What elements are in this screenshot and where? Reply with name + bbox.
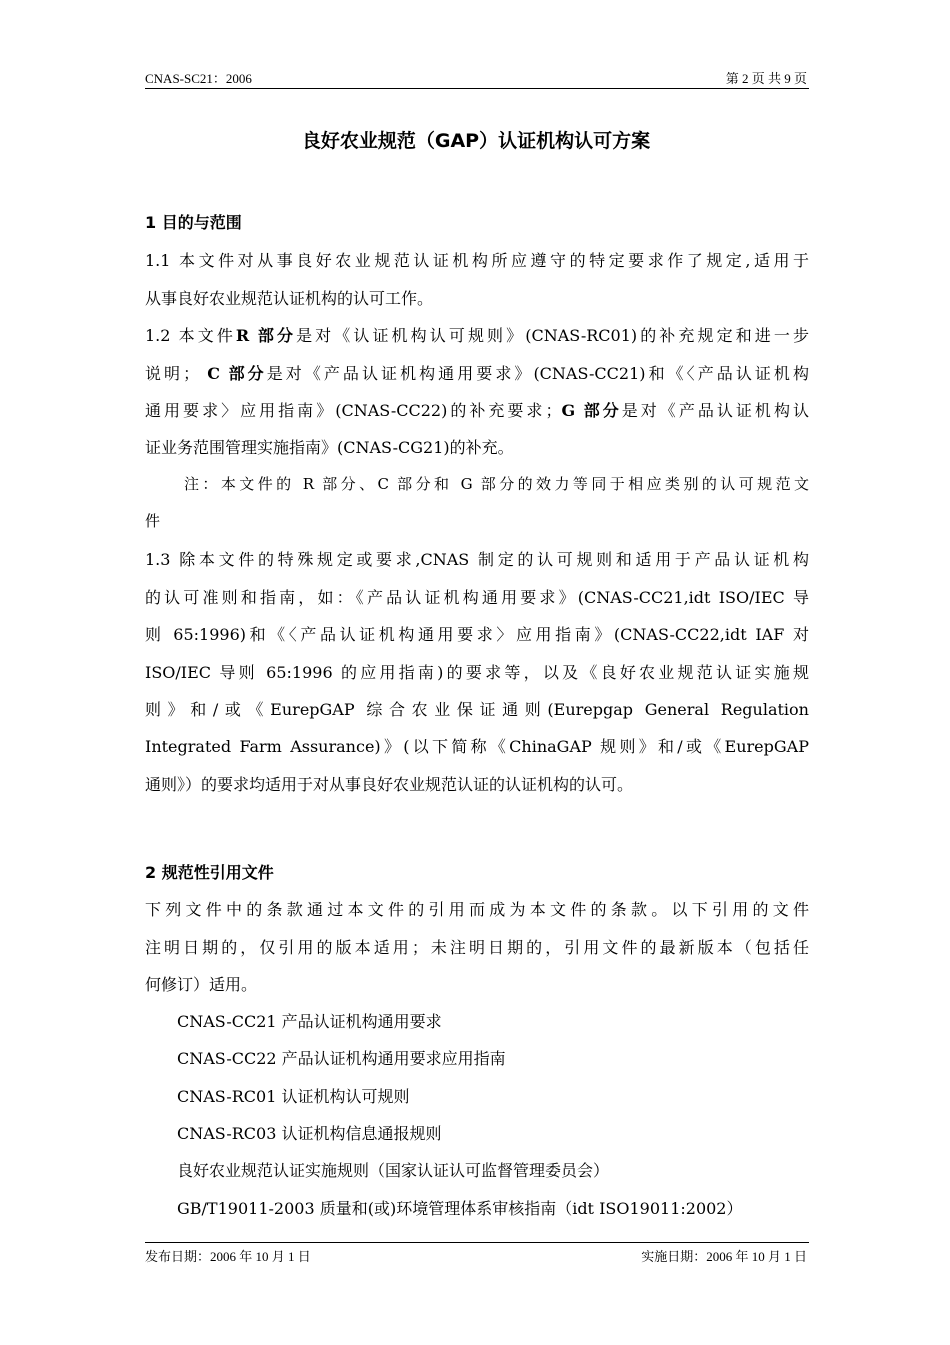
reference-item: CNAS-CC22 产品认证机构通用要求应用指南 xyxy=(177,1049,506,1068)
reference-item: CNAS-CC21 产品认证机构通用要求 xyxy=(177,1012,442,1031)
paragraph-line: 下列文件中的条款通过本文件的引用而成为本文件的条款。以下引用的文件 xyxy=(145,900,809,919)
note-line: 注：本文件的 R 部分、C 部分和 G 部分的效力等同于相应类别的认可规范文 xyxy=(184,475,809,493)
reference-item: GB/T19011-2003 质量和(或)环境管理体系审核指南（idt ISO19011:2002） xyxy=(177,1199,743,1218)
paragraph-line: 证业务范围管理实施指南》(CNAS-CG21)的补充。 xyxy=(145,438,514,457)
section-1-heading: 1 目的与范围 xyxy=(145,213,242,232)
bold-text-run: C 部分 xyxy=(207,364,267,383)
paragraph-line: 1.1 本文件对从事良好农业规范认证机构所应遵守的特定要求作了规定,适用于 xyxy=(145,251,809,270)
reference-item: CNAS-RC01 认证机构认可规则 xyxy=(177,1087,410,1106)
paragraph-line xyxy=(145,323,809,346)
paragraph-line: 从事良好农业规范认证机构的认可工作。 xyxy=(145,289,434,308)
paragraph-line xyxy=(145,361,809,384)
paragraph-line: 的认可准则和指南，如：《产品认证机构通用要求》(CNAS-CC21,idt ISO/IEC 导 xyxy=(145,588,809,607)
text-run: 1.2 本文件 xyxy=(145,326,236,345)
text-run: 是对《认证机构认可规则》(CNAS-RC01)的补充规定和进一步 xyxy=(296,326,809,345)
footer-rule xyxy=(145,1242,809,1243)
page-number: 第 2 页 共 9 页 xyxy=(725,71,807,86)
page-header xyxy=(145,68,807,88)
paragraph-line: 则 65:1996)和《〈产品认证机构通用要求〉应用指南》(CNAS-CC22,idt IAF 对 xyxy=(145,625,809,644)
bold-text-run: R 部分 xyxy=(235,326,297,345)
paragraph-line: 则》和/或《EurepGAP 综合农业保证通则(Eurepgap General Regulation xyxy=(145,700,809,719)
paragraph-line xyxy=(145,398,809,421)
document-title: 良好农业规范（GAP）认证机构认可方案 xyxy=(301,130,651,152)
publish-date: 发布日期：2006 年 10 月 1 日 xyxy=(145,1249,311,1264)
reference-item: CNAS-RC03 认证机构信息通报规则 xyxy=(177,1124,442,1143)
text-run: 通用要求〉应用指南》(CNAS-CC22)的补充要求； xyxy=(145,401,562,420)
effective-date: 实施日期：2006 年 10 月 1 日 xyxy=(641,1249,807,1264)
paragraph-line: 通则》）的要求均适用于对从事良好农业规范认证的认证机构的认可。 xyxy=(145,775,634,794)
header-rule xyxy=(145,88,809,89)
paragraph-line: Integrated Farm Assurance)》(以下简称《ChinaGAP 规则》和/或《EurepGAP xyxy=(145,737,809,756)
page-footer xyxy=(145,1246,807,1266)
text-run: 是对《产品认证机构认 xyxy=(621,401,809,420)
doc-code: CNAS-SC21：2006 xyxy=(145,71,252,86)
section-2-heading: 2 规范性引用文件 xyxy=(145,863,274,882)
text-run: 说明； xyxy=(145,364,208,383)
bold-text-run: G 部分 xyxy=(561,401,622,420)
paragraph-line: 注明日期的，仅引用的版本适用；未注明日期的，引用文件的最新版本（包括任 xyxy=(145,938,809,957)
paragraph-line: 1.3 除本文件的特殊规定或要求,CNAS 制定的认可规则和适用于产品认证机构 xyxy=(145,550,809,569)
paragraph-line: ISO/IEC 导则 65:1996 的应用指南)的要求等，以及《良好农业规范认证实施规 xyxy=(145,663,809,682)
reference-item: 良好农业规范认证实施规则（国家认证认可监督管理委员会） xyxy=(177,1161,610,1180)
paragraph-line: 何修订）适用。 xyxy=(145,975,258,994)
text-run: 是对《产品认证机构通用要求》(CNAS-CC21)和《〈产品认证机构 xyxy=(266,364,809,383)
note-line: 件 xyxy=(145,512,161,530)
